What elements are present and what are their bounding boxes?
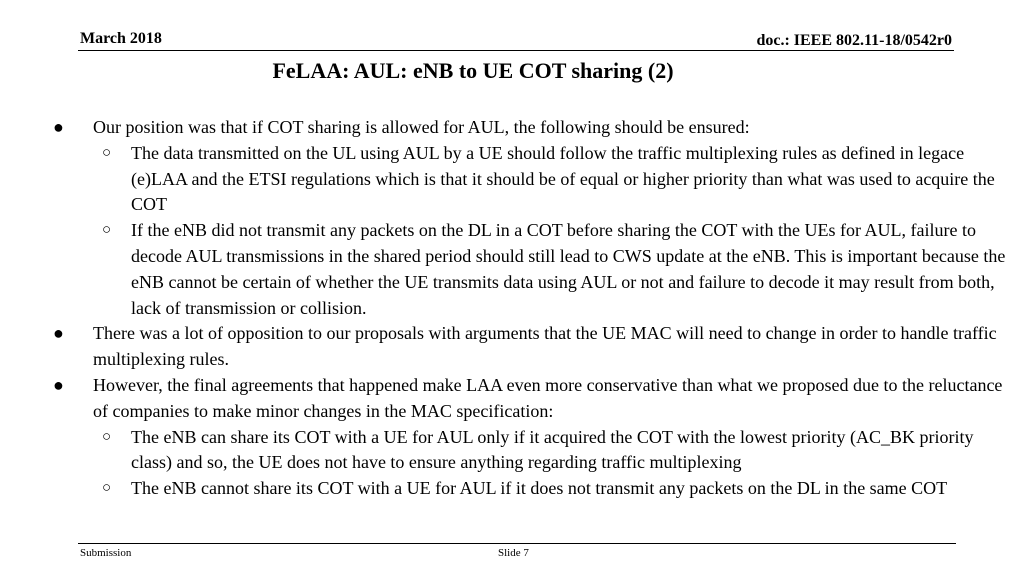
slide-body — [40, 115, 1015, 502]
bullet-list — [40, 115, 1015, 502]
footer-slide-number: Slide 7 — [498, 547, 529, 559]
footer-divider — [78, 543, 956, 544]
sub-bullet-marker: ○ — [102, 144, 112, 161]
footer-submission: Submission — [80, 547, 132, 559]
sub-bullet-text: The eNB can share its COT with a UE for AUL only if it acquired the COT with the lowest priority (AC_BK priority class) and so, the UE does not have to ensure anything regarding traffic multiplexing — [131, 426, 974, 473]
sub-bullet-text: The eNB cannot share its COT with a UE for AUL if it does not transmit any packets on the DL in the same COT — [131, 478, 948, 499]
sub-bullet-item — [40, 476, 1015, 502]
bullet-text: However, the final agreements that happened make LAA even more conservative than what we proposed due to the reluctance of companies to make minor changes in the MAC specification: — [93, 374, 1003, 421]
bullet-marker: ● — [53, 117, 64, 137]
sub-bullet-text: The data transmitted on the UL using AUL by a UE should follow the traffic multiplexing rules as defined in legace (e)LAA and the ETSI regulations which is that it should be of equal or higher priority than what was used to acquire the COT — [131, 142, 995, 215]
header-doc-id: doc.: IEEE 802.11-18/0542r0 — [756, 32, 952, 49]
sub-bullet-marker: ○ — [102, 222, 112, 239]
sub-bullet-marker: ○ — [102, 480, 112, 497]
bullet-marker: ● — [53, 374, 64, 395]
bullet-item — [40, 373, 1015, 425]
sub-bullet-item — [40, 141, 1015, 218]
sub-bullet-marker: ○ — [102, 428, 112, 445]
bullet-text: There was a lot of opposition to our proposals with arguments that the UE MAC will need to change in order to handle traffic multiplexing rules. — [93, 323, 997, 370]
sub-bullet-item — [40, 218, 1015, 321]
sub-bullet-text: If the eNB did not transmit any packets on the DL in a COT before sharing the COT with the UEs for AUL, failure to decode AUL transmissions in the shared period should still lead to CWS update at the eNB. This is important because the eNB cannot be certain of whether the UE transmits data using AUL or not and failure to decode it may result from both, lack of transmission or collision. — [131, 220, 1006, 318]
bullet-item — [40, 321, 1015, 373]
header-divider — [78, 50, 954, 51]
bullet-marker: ● — [53, 323, 64, 344]
bullet-text: Our position was that if COT sharing is allowed for AUL, the following should be ensured: — [93, 117, 750, 137]
slide-title: FeLAA: AUL: eNB to UE COT sharing (2) — [272, 58, 674, 83]
header-date: March 2018 — [80, 30, 162, 47]
sub-bullet-item — [40, 425, 1015, 477]
bullet-item — [40, 115, 1015, 141]
